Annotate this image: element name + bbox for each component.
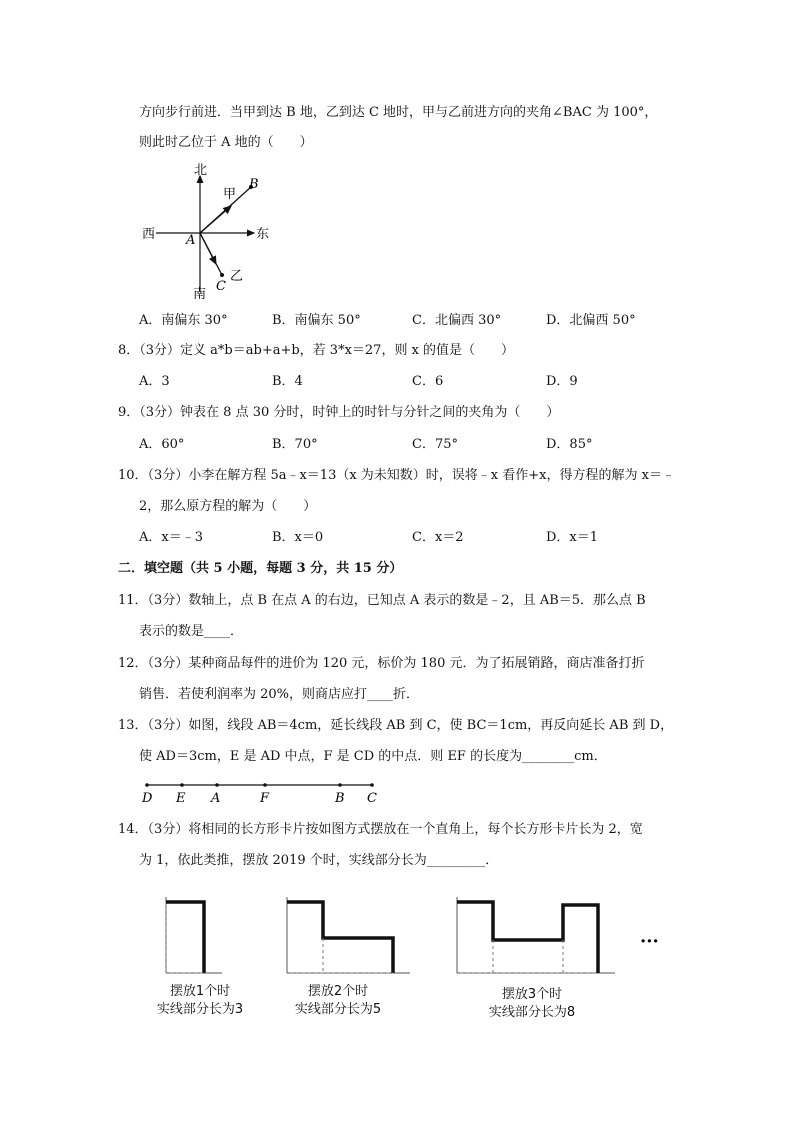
q12-text-line1: 12．（3分）某种商品每件的进价为 120 元，标价为 180 元．为了拓展销路，商店准备打折 — [118, 656, 645, 671]
q8-option-b: B．4 — [272, 374, 303, 389]
north-label: 北 — [194, 163, 208, 178]
q8-option-a: A．3 — [139, 374, 170, 389]
caption-1 — [130, 983, 270, 1019]
yi-label: 乙 — [230, 269, 244, 284]
q7-option-a: A．南偏东 30° — [139, 313, 228, 328]
q7-option-d: D．北偏西 50° — [546, 313, 636, 328]
caption-1-line1: 摆放1个时 — [169, 984, 231, 999]
point-b-label: B — [249, 177, 259, 192]
caption-1-line2: 实线部分长为3 — [156, 1002, 244, 1017]
point-b-label: B — [335, 791, 345, 806]
point-a-label: A — [211, 791, 221, 806]
point-a-label: A — [186, 233, 196, 248]
q10-text-line2: 2，那么原方程的解为（ ） — [139, 499, 317, 514]
caption-2 — [268, 983, 408, 1019]
q13-text-line2: 使 AD＝3cm，E 是 AD 中点，F 是 CD 的中点．则 EF 的长度为________cm． — [139, 749, 607, 764]
caption-3-line1: 摆放3个时 — [501, 987, 563, 1002]
q10-option-a: A．x＝﹣3 — [139, 530, 203, 545]
q8-text: 8．（3分）定义 a*b＝ab+a+b，若 3*x＝27，则 x 的值是（ ） — [118, 343, 515, 358]
q7-text-line2: 则此时乙位于 A 地的（ ） — [139, 135, 313, 150]
west-label: 西 — [142, 227, 156, 242]
caption-2-line1: 摆放2个时 — [307, 984, 369, 999]
cards-figure-2 — [287, 897, 410, 973]
q7-text-line1: 方向步行前进．当甲到达 B 地，乙到达 C 地时，甲与乙前进方向的夹角∠BAC 为 100°， — [139, 105, 658, 120]
q10-option-d: D．x＝1 — [546, 530, 599, 545]
ellipsis-text: ··· — [640, 931, 659, 952]
cards-figure-3 — [457, 897, 615, 973]
caption-3 — [462, 986, 602, 1022]
q10-option-b: B．x＝0 — [272, 530, 324, 545]
q8-option-d: D．9 — [546, 374, 578, 389]
q9-option-a: A．60° — [139, 437, 185, 452]
q9-option-d: D．85° — [546, 437, 593, 452]
point-d-label: D — [142, 791, 153, 806]
section-heading: 二．填空题（共 5 小题，每题 3 分，共 15 分） — [118, 561, 403, 576]
point-e-label: E — [176, 791, 186, 806]
point-f-label: F — [260, 791, 270, 806]
q9-option-b: B．70° — [272, 437, 318, 452]
q14-cards-figure — [130, 885, 680, 980]
q13-text-line1: 13．（3分）如图，线段 AB＝4cm，延长线段 AB 到 C，使 BC＝1cm，再反向延长 AB 到 D， — [118, 718, 674, 733]
east-label: 东 — [256, 227, 270, 242]
q8-option-c: C．6 — [412, 374, 444, 389]
point-c-label: C — [216, 279, 226, 294]
jia-label: 甲 — [223, 187, 237, 202]
q11-text-line1: 11．（3分）数轴上，点 B 在点 A 的右边，已知点 A 表示的数是﹣2，且 AB＝5．那么点 B — [118, 593, 646, 608]
q7-option-c: C．北偏西 30° — [412, 313, 502, 328]
q14-text-line2: 为 1，依此类推，摆放 2019 个时，实线部分长为_________． — [139, 853, 499, 868]
q13-segment-figure — [135, 776, 390, 806]
caption-2-line2: 实线部分长为5 — [294, 1002, 382, 1017]
point-c-label: C — [367, 791, 377, 806]
q7-direction-figure — [130, 160, 280, 302]
south-label: 南 — [193, 287, 207, 302]
q9-text: 9．（3分）钟表在 8 点 30 分时，时钟上的时针与分针之间的夹角为（ ） — [118, 405, 560, 420]
q10-text-line1: 10．（3分）小李在解方程 5a﹣x＝13（x 为未知数）时，误将﹣x 看作+x，得方程的解为 x＝﹣ — [118, 468, 675, 483]
q11-text-line2: 表示的数是____． — [139, 624, 244, 639]
cards-figure-1 — [166, 897, 222, 973]
caption-3-line2: 实线部分长为8 — [488, 1005, 576, 1020]
q12-text-line2: 销售．若使利润率为 20%，则商店应打____折． — [139, 687, 420, 702]
q7-option-b: B．南偏东 50° — [272, 313, 361, 328]
q9-option-c: C．75° — [412, 437, 458, 452]
q14-text-line1: 14．（3分）将相同的长方形卡片按如图方式摆放在一个直角上，每个长方形卡片长为 2，宽 — [118, 822, 643, 837]
q10-option-c: C．x＝2 — [412, 530, 464, 545]
